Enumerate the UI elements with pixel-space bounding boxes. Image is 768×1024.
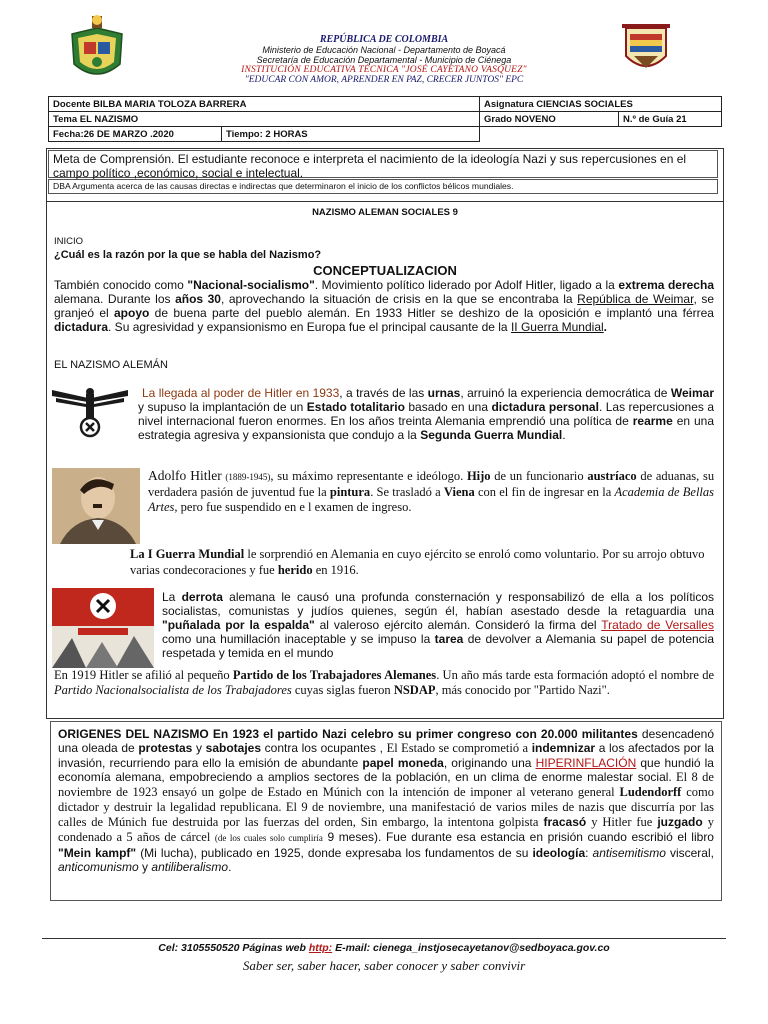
comprehension-goal-text: El estudiante reconoce e interpreta el nacimiento de la ideología Nazi y sus repercusiones en el campo político ,económico, social e intelectual. [53,152,687,180]
conceptualization-paragraph: También conocido como "Nacional-socialismo". Movimiento político liderado por Adolf Hitler, ligado a la extrema derecha alemana. Durante los años 30, aprovechando la situación de crisis en la que se encontraba la República de Weimar, se granjeó el apoyo de buena parte del pueblo alemán. En 1933 Hitler se deshizo de la oposición e implantó una férrea dictadura. Su agresividad y expansionismo en Europa fue el principal causante de la II Guerra Mundial. [54,278,714,334]
grade-cell: Grado NOVENO [479,112,618,127]
defeat-paragraph: La derrota alemana le causó una profunda consternación y responsabilizó de ella a los políticos socialistas, comunistas y judíos quienes, según él, habían asestado desde la retaguardia una "puñalada por la espalda" al valeroso ejército alemán. Consideró la firma del Tratado de Versalles como una humillación inaceptable y se impuso la tarea de devolver a Alemania su papel de potencia respetada y temida en el mundo [162,590,715,660]
header-ministry: Ministerio de Educación Nacional - Departamento de Boyacá [262,45,506,55]
origins-paragraph: ORIGENES DEL NAZISMO En 1923 el partido Nazi celebro su primer congreso con 20.000 militantes desencadenó una oleada de protestas y sabotajes contra los ocupantes , El Estado se comprometió a indemnizar a los afectados por la invasión, recurriendo para ello la emisión de abundante papel moneda, originando una HIPERINFLACIÓN que hundió la economía alemana, empobreciendo a amplios sectores de la población, en un clima de enorme malestar social. El 8 de noviembre de 1923 ensayó un golpe de Estado en Múnich con la intención de imponer al veterano general Ludendorff como dictador y destruir la legalidad republicana. El 9 de noviembre, una manifestació de varios miles de nazis que discurría por las calles de Múnich fue destruida por las fuerzas del orden, Sin embargo, la intentona golpista fracasó y Hitler fue juzgado y condenado a 5 años de cárcel (de los cuales solo cumpliría 9 meses). Fue durante esa estancia en prisión cuando escribió el libro "Mein kampf" (Mi lucha), publicado en 1925, donde expresaba los fundamentos de su ideología: antisemitismo visceral, anticomunismo y antiliberalismo. [58,727,714,874]
nazismo-aleman-paragraph: La llegada al poder de Hitler en 1933, a través de las urnas, arruinó la experiencia democrática de Weimar y supuso la implantación de un Estado totalitario basado en una dictadura personal. Las repercusiones a nivel internacional fueron enormes. En los años treinta Alemania emprendió una política de rearme en una estrategia agresiva y expansionista que condujo a la Segunda Guerra Mundial. [138,386,715,442]
inicio-label: INICIO [54,236,84,247]
footer-motto: Saber ser, saber hacer, saber conocer y saber convivir [242,958,526,973]
header-institution: INSTITUCIÓN EDUCATIVA TÉCNICA "JOSÉ CAYETANO VASQUEZ" [241,65,527,75]
web-link[interactable]: http: [308,942,333,954]
first-war-paragraph: La I Guerra Mundial le sorprendió en Alemania en cuyo ejército se enroló como voluntario. Por su arrojo obtuvo varias condecoraciones y fue herido en 1916. [130,547,705,577]
info-table [48,96,722,142]
nazismo-aleman-heading: EL NAZISMO ALEMÁN [54,359,168,371]
eagle-emblem-image [50,384,130,440]
nsdap-paragraph: En 1919 Hitler se afilió al pequeño Partido de los Trabajadores Alemanes. Un año más tarde esta formación adoptó el nombre de Partido Nacionalsocialista de los Trabajadores cuyas siglas fueron NSDAP, más conocido por "Partido Nazi". [54,668,715,697]
comprehension-goal-label: Meta de Comprensión. [53,152,175,166]
section-title: NAZISMO ALEMAN SOCIALES 9 [312,207,458,218]
school-crest-left [66,14,128,86]
inicio-question: ¿Cuál es la razón por la que se habla del Nazismo? [54,249,322,261]
hitler-paragraph: Adolfo Hitler (1889-1945), su máximo representante e ideólogo. Hijo de un funcionario austríaco de aduanas, su verdadera pasión de juventud fue la pintura. Se trasladó a Viena con el fin de ingresar en la Academia de Bellas Artes, pero fue suspendido en e l examen de ingreso. [148,468,715,514]
footer-rule [42,938,726,939]
subject-cell: Asignatura CIENCIAS SOCIALES [479,97,721,112]
footer-contact: Cel: 3105550520 Páginas web http: E-mail: cienega_instjosecayetanov@sedboyaca.gov.co [158,942,610,954]
header-secretariat: Secretaría de Educación Departamental - Municipio de Ciénega [256,55,512,65]
propaganda-poster-image [52,588,154,668]
versailles-link[interactable]: Tratado de Versalles [601,618,714,632]
section-divider [46,201,724,202]
conceptualization-title: CONCEPTUALIZACION [313,263,457,278]
header-republic: REPÚBLICA DE COLOMBIA [319,34,449,45]
guide-number-cell: N.º de Guía 21 [618,112,721,127]
time-cell: Tiempo: 2 HORAS [222,127,480,142]
hitler-portrait-image [52,468,140,544]
topic-cell: Tema EL NAZISMO [49,112,480,127]
comprehension-goal-box [48,150,718,178]
date-cell: Fecha:26 DE MARZO .2020 [49,127,222,142]
header-motto: "EDUCAR CON AMOR, APRENDER EN PAZ, CRECER JUNTOS" EPC [244,75,524,85]
teacher-cell: Docente BILBA MARIA TOLOZA BARRERA [49,97,480,112]
hyperinflation-link[interactable]: HIPERINFLACIÓN [535,756,637,770]
dba-box: DBA Argumenta acerca de las causas directas e indirectas que determinaron el inicio de los conflictos bélicos mundiales. [48,179,718,194]
